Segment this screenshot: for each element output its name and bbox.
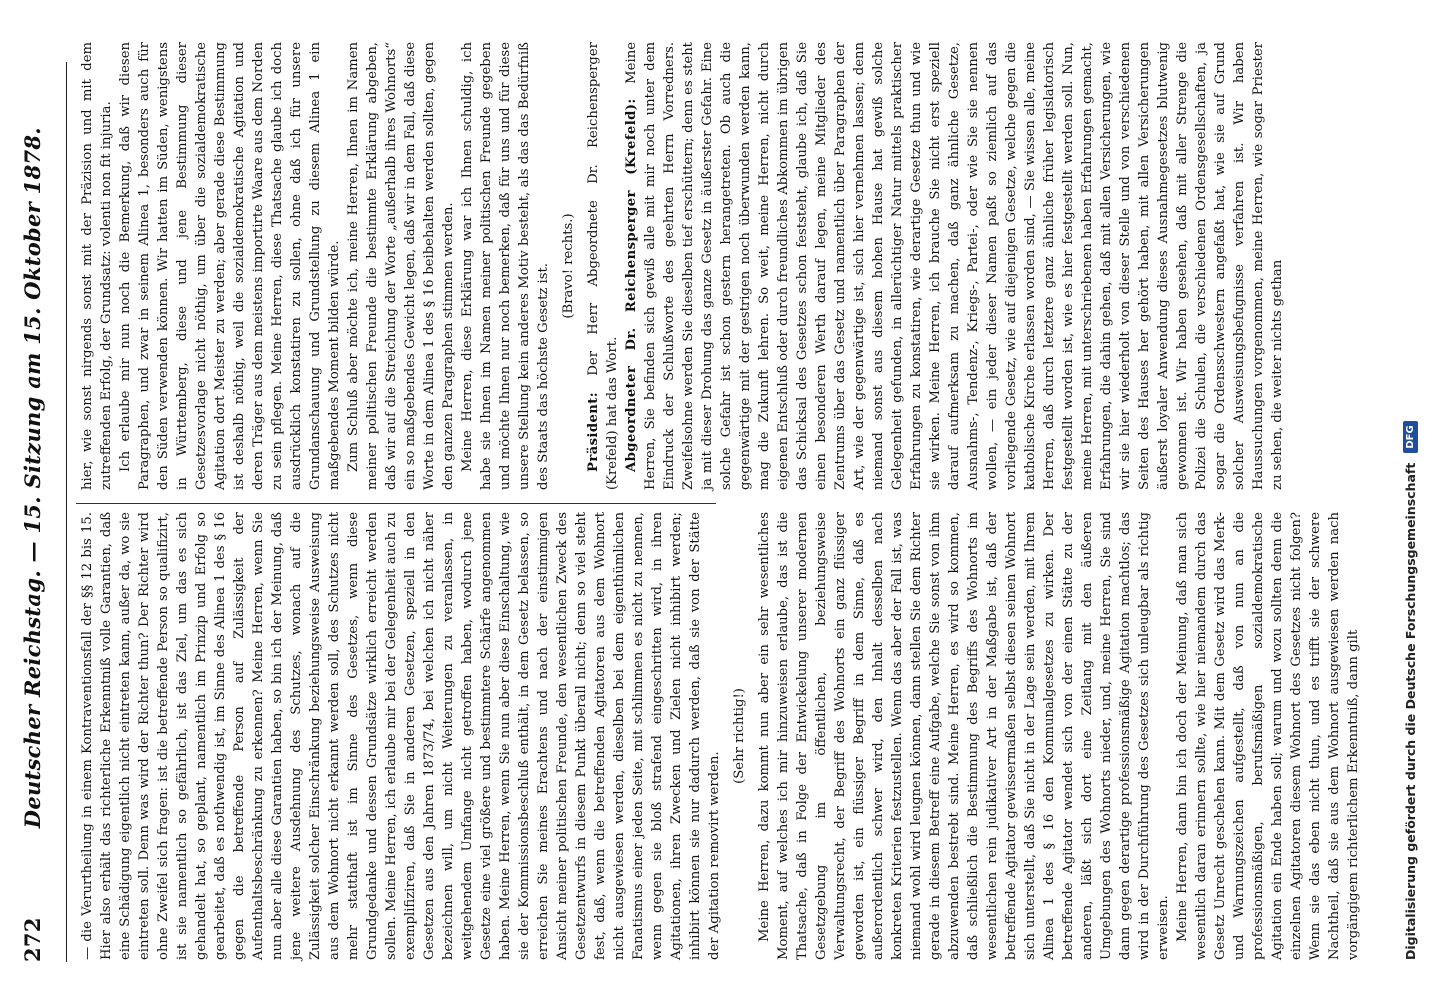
paragraph: — die Verurtheilung in einem Kontraventionsfall der §§ 12 bis 15. Hier also erhält das richterliche Erkenntniß volle Garantien, daß eine Schädigung eigentlich nicht eintreten kann, außer da, wo sie eintreten soll. Denn was wird der Richter thun? Der Richter wird ohne Zweifel sich fragen: ist die betreffende Person so qualifizirt, ist sie namentlich so gefährlich, ist das Ziel, um das es sich gehandelt hat, so geplant, namentlich im Prinzip und Erfolg so gearbeitet, daß es nothwendig ist, im Sinne des Alinea 1 des § 16 gegen die betreffende Person auf Zulässigkeit der Aufenthaltsbeschränkung zu erkennen? Meine Herren, wenn Sie nun aber alle diese Garantien haben, so bin ich der Meinung, daß jene weitere Ausdehnung des Schutzes, wonach auf die Zulässigkeit solcher Einschränkung beziehungsweise Ausweisung aus dem Wohnort nicht erkannt werden soll, des Schutzes nicht mehr statthaft ist im Sinne des Gesetzes, wenn diese Grundgedanke und dessen Grundsätze wirklich erreicht werden sollen. Meine Herren, ich erlaube mir bei der Gelegenheit auch zu exemplifiziren, daß Sie in anderen Gesetzen, speziell in den Gesetzen aus den Jahren 1873/74, bei welchen ich nicht näher bezeichnen will, um nicht Weiterungen zu veranlassen, in weitgehendem Umfange nicht getroffen haben, wodurch jene Gesetze eine viel größere und bestimmtere Schärfe angenommen haben. Meine Herren, wenn Sie nun aber diese Einschaltung, wie sie der Kommissionsbeschluß enthält, in dem Gesetz belassen, so erreichen Sie meines Erachtens und nach der einstimmigen Ansicht meiner politischen Freunde, den wesentlichen Zweck des Gesetzentwurfs in diesem Punkt überall nicht; denn so viel steht fest, daß, wenn die betreffenden Agitatoren aus dem Wohnort nicht ausgewiesen werden, dieselben bei dem eigenthümlichen Fanatismus einer jeden Seite, mit schlimmen es nicht zu nennen, wenn gegen sie bloß strafend eingeschritten wird, in ihren Agitationen, ihren Zwecken und Zielen nicht inhibirt werden; inhibirt können sie nur dadurch werden, daß sie von der Stätte der Agitation removirt werden.: [80, 512, 722, 960]
header-rule: [66, 62, 67, 962]
column-divider: [76, 503, 716, 504]
text-column-right: [78, 42, 1285, 490]
page-title: Deutscher Reichstag. — 15. Sitzung am 15. Oktober 1878.: [19, 127, 45, 829]
speech-text: Meine Herren, Sie befinden sich gewiß alle mit mir noch unter dem Eindruck der Schlußworte des geehrten Herrn Vorredners. Zweifelsohne werden Sie dieselben tief erschüttern; denn es steht ja mit dieser Drohung das ganze Gesetz in äußerster Gefahr. Eine solche Gefahr ist schon gestern herangetreten. Ob auch die gegenwärtige mit der gestrigen noch überwunden werden kann, mag die Zukunft lehren. So weit, meine Herren, nicht durch eigenen Entschluß oder durch freundliches Abkommen im übrigen das Schicksal des Gesetzes schon feststeht, glaube ich, daß Sie einen besonderen Werth darauf legen, meine Mitglieder des Zentrums über das Gesetz und namentlich über Paragraphen der Art, wie der gegenwärtige ist, sich hier vernehmen lassen; denn niemand sonst aus diesem hohen Hause hat gewiß solche Gelegenheit gefunden, in allerüchtiger Natur mittels praktischer Erfahrungen zu konstatiren, wie derartige Gesetze thun und wie sie wirken. Meine Herren, ich brauche Sie nicht erst speziell darauf aufmerksam zu machen, daß ganz ähnliche Gesetze, Ausnahms-, Tendenz-, Kriegs-, Partei-, oder wie Sie sie nennen wollen, — ein jeder dieser Namen paßt so ziemlich auf das vorliegende Gesetz, wie auf diejenigen Gesetze, welche gegen die katholische Kirche erlassen worden sind, — Sie wissen alle, meine Herren, daß durch letztere ganz ähnliche früher legislatorisch festgestellt worden ist, wie es hier festgestellt werden soll. Nun, meine Herren, mit unterschriebenen haben Erfahrungen gemacht, Erfahrungen, die dahin gehen, daß mit allen Versicherungen, wie wir sie hier wiederholt von dieser Stelle und von verschiedenen Seiten des Hauses her gehört haben, mit allen Versicherungen äußerst loyaler Anwendung dieses Ausnahmegesetzes blutwenig gewonnen ist. Wir haben gesehen, daß mit aller Strenge die Polizei die Schulen, die verschiedenen Ordensgesellschaften, ja sogar die Ordensschwestern angefaßt hat, wie sie auf Grund solcher Ausweisungsbefugnisse verfahren ist. Wir haben Haussuchungen vorgenommen, meine Herren, wie sogar Priester zu sehen, die weiter nichts gethan: [624, 42, 1285, 490]
paragraph: Ich erlaube mir nun noch die Bemerkung, daß wir diesen Paragraphen, und zwar in seinem Alinea 1, besonders auch für den Süden verwenden können. Wir hatten im Süden, wenigstens in Württemberg, diese und jene Bestimmung dieser Gesetzesvorlage nicht nöthig, um über die sozialdemokratische Agitation dort Meister zu werden; aber gerade diese Bestimmung ist deshalb nöthig, weil die sozialdemokratische Agitation und deren Träger aus dem meistens importirte Waare aus dem Norden zu sein pflegen. Meine Herren, diese Thatsache glaube ich doch ausdrücklich konstatiren zu sollen, ohne daß ich für unsere Grundanschauung und Grundstellung zu diesem Alinea 1 ein maßgebendes Moment bilden würde.: [118, 42, 342, 490]
dfg-logo-icon: DFG: [1403, 421, 1418, 452]
paragraph: hier, wie sonst nirgends sonst mit der Präzision und mit dem zutreffenden Erfolg, der Grundsatz: volenti non fit injuria.: [80, 42, 114, 490]
paragraph: Meine Herren, dazu kommt nun aber ein sehr wesentliches Moment, auf welches ich mir hinzuweisen erlaube, das ist die Thatsache, daß in Folge der Entwickelung unserer modernen Gesetzgebung im öffentlichen, beziehungsweise Verwaltungsrecht, der Begriff des Wohnorts ein ganz flüssiger geworden ist, ein flüssiger Begriff in dem Sinne, daß es außerordentlich schwer wird, den Inhalt desselben nach konkreten Kriterien festzustellen. Wenn das aber der Fall ist, was niemand wohl wird leugnen können, dann stellen Sie dem Richter gerade in diesem Betreff eine Aufgabe, welche Sie sonst von ihm abzuwenden bestrebt sind. Meine Herren, es wird so kommen, daß schließlich die Bestimmung des Begriffs des Wohnorts im wesentlichen rein judikativer Art in der Maßgabe ist, daß der betreffende Agitator gewissermaßen selbst diesen seinen Wohnort sich unterstellt, daß Sie nicht in der Lage sein werden, mit Ihrem Alinea 1 des § 16 den Konmunalgesetzes zu wirken. Der betreffende Agitator wendet sich von der einen Stätte zu der anderen, läßt sich dort eine Zeitlang mit den äußeren Umgebungen des Wohnorts nieder, und, meine Herren, Sie sind dann gegen derartige professionsmäßige Agitation machtlos; das wird in der Durchführung des Gesetzes sich unleugbar als richtig erweisen.: [757, 512, 1171, 960]
text-column-left: [78, 512, 1361, 960]
remark-text: Der Herr Abgeordnete Dr. Reichensperger (Krefeld) hat das Wort.: [586, 42, 620, 490]
digitization-footer: [1398, 40, 1422, 960]
speech: [622, 42, 1287, 490]
paragraph: Meine Herren, dann bin ich doch der Meinung, daß man sich wesentlich daran erinnern sollte, wie hier niemandem durch das Gesetz Unrecht geschehen kann. Mit dem Gesetz wird das Merk- und Warnungszeichen aufgestellt, daß von nun an die professionsmäßigen, berufsmäßigen sozialdemokratische Agitation ein Ende haben soll; warum und wozu sollten denn die einzelnen Agitatoren diesem Wohnort des Gesetzes nicht folgen? Wenn sie das eben nicht thun, und es trifft sie der schwere Nachtheil, daß sie aus dem Wohnort ausgewiesen werden nach vorgängigem richterlichem Erkenntniß, dann gilt: [1175, 512, 1361, 960]
page-header: [0, 38, 64, 962]
president-remark: [584, 42, 622, 490]
interjection: (Bravo! rechts.): [561, 213, 576, 319]
page-number: 272: [19, 917, 45, 962]
interjection: (Sehr richtig!): [732, 688, 747, 784]
paragraph: Meine Herren, diese Erklärung war ich Ihnen schuldig, ich habe sie Ihnen im Namen meiner politischen Freunde gegeben und möchte Ihnen nur noch bemerken, daß für uns und für diese unsere Stellung kein anderes Motiv besteht, als das das Bedürfniß des Staats das höchste Gesetz ist.: [460, 42, 551, 490]
speaker-label: Präsident:: [586, 391, 601, 472]
speaker-label: Abgeordneter Dr. Reichensperger (Krefeld):: [624, 98, 639, 472]
paragraph: Zum Schluß aber möchte ich, meine Herren, Ihnen im Namen meiner politischen Freunde die bestimmte Erklärung abgeben, daß wir auf die Streichung der Worte „außerhalb ihres Wohnorts“ ein so maßgebendes Gewicht legen, daß wir in dem Fall, daß diese Worte in dem Alinea 1 des § 16 beibehalten werden sollten, gegen den ganzen Paragraphen stimmen werden.: [346, 42, 456, 490]
funding-note: Digitalisierung gefördert durch die Deutsche Forschungsgemeinschaft: [1402, 462, 1418, 960]
